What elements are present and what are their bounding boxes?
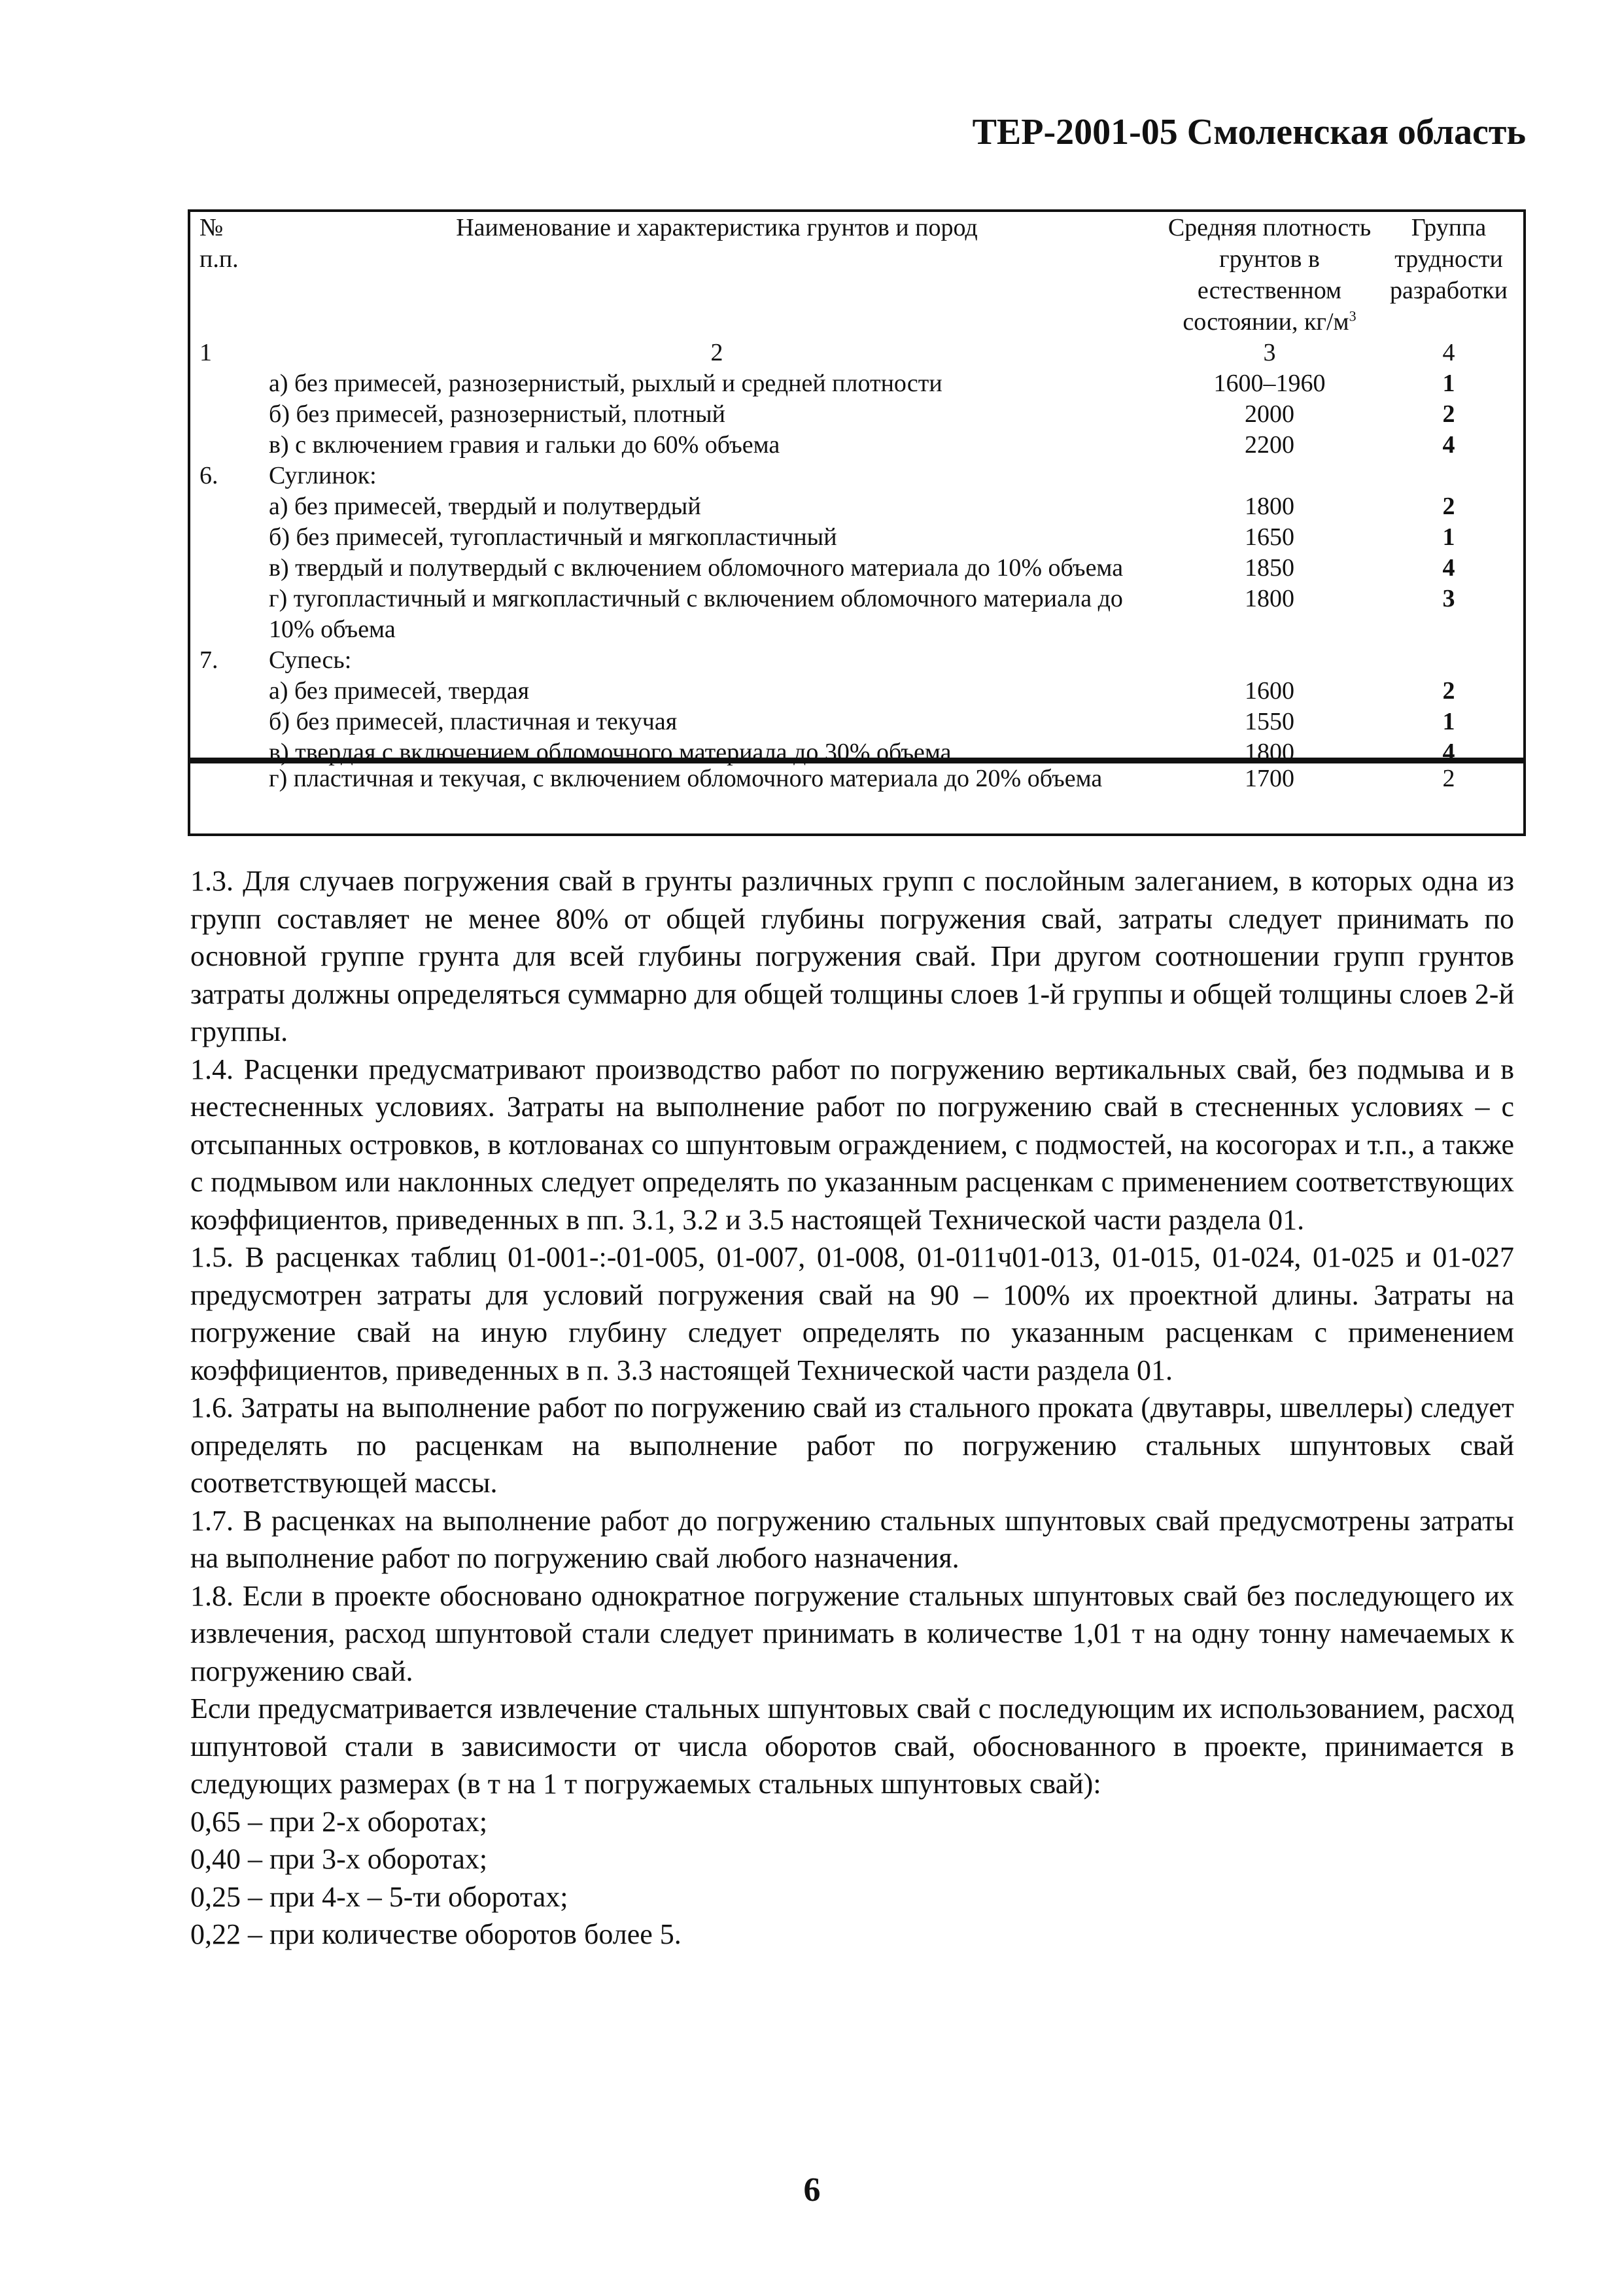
- row-no: [190, 368, 257, 399]
- paragraph: Если предусматривается извлечение стальных шпунтовых свай с последующим их использованием, расход шпунтовой стали в зависимости от числа оборотов свай, обоснованного в проекте, принимается в следующих размерах (в т на 1 т погружаемых стальных шпунтовых свай):: [190, 1692, 1514, 1800]
- row-group: 2: [1442, 765, 1455, 792]
- row-no: [190, 399, 257, 430]
- row-group: 1: [1442, 523, 1455, 551]
- soil-table-last-row: [188, 760, 1526, 836]
- row-name: Супесь:: [269, 646, 352, 674]
- header-name: Наименование и характеристика грунтов и пород: [456, 214, 978, 241]
- row-no: [190, 584, 257, 645]
- row-name: б) без примесей, разнозернистый, плотный: [269, 400, 725, 428]
- running-header: ТЕР-2001-05 Смоленская область: [972, 112, 1526, 152]
- row-name: в) с включением гравия и гальки до 60% объема: [269, 431, 780, 459]
- row-name: в) твердый и полутвердый с включением обломочного материала до 10% объема: [269, 554, 1124, 582]
- row-no: [190, 676, 257, 707]
- row-density: 1600: [1245, 677, 1294, 705]
- row-name: г) тугопластичный и мягкопластичный с включением обломочного материала до 10% объема: [269, 585, 1123, 643]
- table-row: [190, 461, 1523, 491]
- row-group: 2: [1442, 493, 1455, 520]
- page-number: 6: [803, 2171, 821, 2209]
- row-name: Суглинок:: [269, 462, 377, 489]
- table-row: [190, 676, 1523, 707]
- header-group: Группа трудности разработки: [1390, 214, 1508, 304]
- row-group: 2: [1442, 677, 1455, 705]
- row-group: 4: [1442, 431, 1455, 459]
- row-name: а) без примесей, твердый и полутвердый: [269, 493, 701, 520]
- col-num-1: 1: [199, 339, 212, 366]
- row-group: 2: [1442, 400, 1455, 428]
- table-row: [190, 707, 1523, 737]
- row-density: 2200: [1245, 431, 1294, 459]
- paragraph: 1.3. Для случаев погружения свай в грунты различных групп с послойным залеганием, в которых одна из групп составляет не менее 80% от общей глубины погружения свай, затраты следует принимать по основной группе грунта для всей глубины погружения свай. При другом соотношении групп грунтов затраты должны определяться суммарно для общей толщины слоев 1-й группы и общей толщины слоев 2-й группы.: [190, 865, 1514, 1047]
- row-name: б) без примесей, тугопластичный и мягкопластичный: [269, 523, 837, 551]
- row-density: [1165, 645, 1374, 676]
- row-no: [190, 707, 257, 737]
- row-density: 1800: [1245, 585, 1294, 612]
- row-no: [190, 763, 257, 794]
- row-density: 1700: [1245, 765, 1294, 792]
- col-num-3: 3: [1263, 339, 1276, 366]
- header-density: Средняя плотность грунтов в естественном состоянии, $кг/м^3$: [1167, 214, 1372, 336]
- row-density: 1850: [1245, 554, 1294, 582]
- header-no: № п.п.: [199, 214, 239, 273]
- row-no: [190, 522, 257, 553]
- paragraph: 1.6. Затраты на выполнение работ по погружению свай из стального проката (двутавры, швеллеры) следует определять по расценкам на выполнение работ по погружению стальных шпунтовых свай соответствующей массы.: [190, 1392, 1514, 1499]
- row-name: б) без примесей, пластичная и текучая: [269, 708, 678, 735]
- paragraph: 0,25 – при 4-х – 5-ти оборотах;: [190, 1880, 568, 1913]
- paragraph: 1.5. В расценках таблиц 01-001-:-01-005, 01-007, 01-008, 01-011ч01-013, 01-015, 01-024, 01-025 и 01-027 предусмотрен затраты для условий погружения свай на 90 – 100% их проектной длины. Затраты на погружение свай на иную глубину следует определять по указанным расценкам с применением коэффициентов, приведенных в п. 3.3 настоящей Технической части раздела 01.: [190, 1241, 1514, 1386]
- row-group: 4: [1442, 554, 1455, 582]
- table-row: [190, 430, 1523, 461]
- row-no: [190, 491, 257, 522]
- row-no: 6.: [199, 462, 218, 489]
- table-row: [190, 584, 1523, 645]
- paragraph: 1.8. Если в проекте обосновано однократное погружение стальных шпунтовых свай без последующего их извлечения, расход шпунтовой стали следует принимать в количестве 1,01 т на одну тонну намечаемых к погружению свай.: [190, 1579, 1514, 1687]
- row-name: в) твердая с включением обломочного материала до 30% объема: [269, 739, 952, 766]
- table-row: [190, 522, 1523, 553]
- row-no: 7.: [199, 646, 218, 674]
- row-group: 3: [1442, 585, 1455, 612]
- paragraph: 0,65 – при 2-х оборотах;: [190, 1805, 488, 1838]
- row-group: 1: [1442, 370, 1455, 397]
- body-text: [190, 862, 1514, 1953]
- paragraph: 0,40 – при 3-х оборотах;: [190, 1843, 488, 1875]
- col-num-4: 4: [1442, 339, 1455, 366]
- table-header-row: [190, 212, 1523, 338]
- soil-table: [188, 209, 1526, 766]
- table-row: [190, 491, 1523, 522]
- col-num-2: 2: [710, 339, 723, 366]
- table-row: [190, 645, 1523, 676]
- row-no: [190, 430, 257, 461]
- row-name: а) без примесей, твердая: [269, 677, 530, 705]
- row-name: г) пластичная и текучая, с включением обломочного материала до 20% объема: [269, 765, 1103, 792]
- paragraph: 1.4. Расценки предусматривают производство работ по погружению вертикальных свай, без подмыва и в нестесненных условиях. Затраты на выполнение работ по погружению свай в стесненных условиях – с отсыпанных островков, в котлованах со шпунтовым ограждением, с подмостей, на косогорах и т.п., а также с подмывом или наклонных следует определять по указанным расценкам с применением соответствующих коэффициентов, приведенных в пп. 3.1, 3.2 и 3.5 настоящей Технической части раздела 01.: [190, 1053, 1514, 1236]
- row-name: а) без примесей, разнозернистый, рыхлый и средней плотности: [269, 370, 942, 397]
- row-density: 1800: [1245, 739, 1294, 766]
- column-number-row: [190, 338, 1523, 368]
- paragraph: 0,22 – при количестве оборотов более 5.: [190, 1918, 682, 1950]
- row-no: [190, 553, 257, 584]
- table-row: [190, 368, 1523, 399]
- row-group: 1: [1442, 708, 1455, 735]
- row-density: 1800: [1245, 493, 1294, 520]
- table-row: [190, 399, 1523, 430]
- row-group: 4: [1442, 739, 1455, 766]
- row-group: [1374, 461, 1523, 491]
- row-density: [1165, 461, 1374, 491]
- row-density: 1550: [1245, 708, 1294, 735]
- row-density: 2000: [1245, 400, 1294, 428]
- paragraph: 1.7. В расценках на выполнение работ до погружению стальных шпунтовых свай предусмотрены затраты на выполнение работ по погружению свай любого назначения.: [190, 1504, 1514, 1574]
- table-row: [190, 553, 1523, 584]
- table-row: [190, 763, 1523, 794]
- row-density: 1650: [1245, 523, 1294, 551]
- row-group: [1374, 645, 1523, 676]
- row-density: 1600–1960: [1213, 370, 1326, 397]
